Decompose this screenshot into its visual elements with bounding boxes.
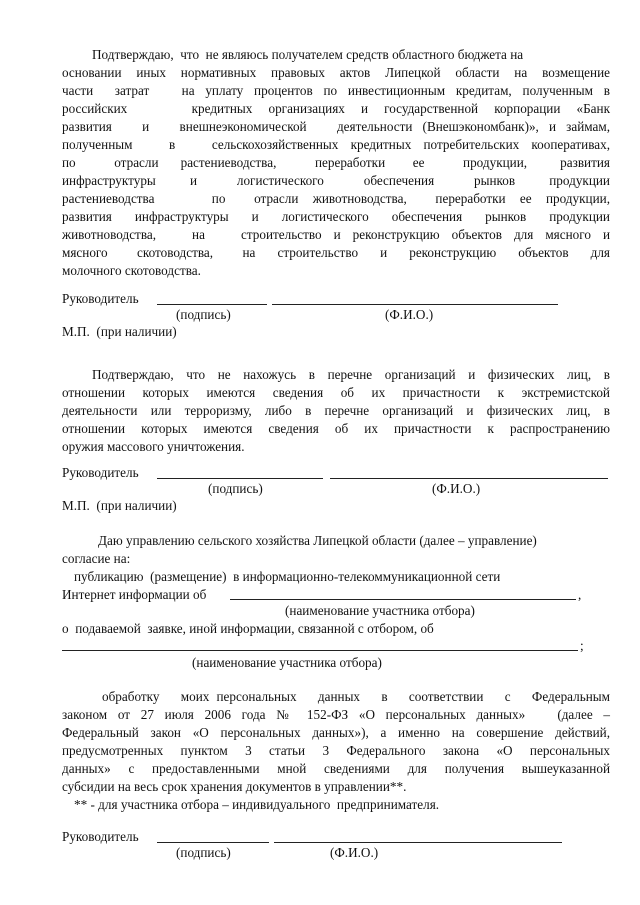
block1-line-1: Подтверждаю, что не являюсь получателем средств областного бюджета на [92, 47, 524, 62]
participant-name-caption: (наименование участника отбора) [285, 603, 475, 618]
block1-line-9: растениеводства по отрасли животноводства, переработки ее продукции, [62, 191, 610, 206]
consent-item-processing-line-6: субсидии на весь срок хранения документов в управлении**. [62, 779, 407, 794]
consent-item-publication: публикацию (размещение) в информационно-телекоммуникационной сети [74, 569, 501, 584]
participant-name-field-2[interactable] [62, 650, 578, 651]
block1-line-3: части затрат на уплату процентов по инвестиционным кредитам, полученным в [62, 83, 610, 98]
block1-line-10: развития инфраструктуры и логистического обеспечения рынков продукции [62, 209, 610, 224]
block1-line-11: животноводства, на строительство и реконструкцию объектов для мясного и [62, 227, 610, 242]
signature-label: Руководитель [62, 291, 139, 306]
semicolon-mark: ; [580, 638, 584, 653]
name-caption: (Ф.И.О.) [330, 845, 379, 860]
block2-line-4: отношении которых имеются сведения об их причастности к распространению [62, 421, 610, 436]
signature-field[interactable] [157, 478, 323, 479]
name-field[interactable] [272, 304, 558, 305]
consent-intro-line-2: согласие на: [62, 551, 131, 566]
consent-item-processing-line-5: данных» с предоставленными мной сведениями для получения вышеуказанной [62, 761, 610, 776]
block1-line-5: развития и внешнеэкономической деятельности (Внешэкономбанк)», и займам, [62, 119, 610, 134]
block1-line-2: основании иных нормативных правовых актов Липецкой области на возмещение [62, 65, 610, 80]
signature-label: Руководитель [62, 829, 139, 844]
consent-item-publication-cont: Интернет информации об [62, 587, 207, 602]
block2-line-3: деятельности или терроризму, либо в перечне организаций и физических лиц, в [62, 403, 610, 418]
comma-mark: , [578, 587, 582, 602]
name-caption: (Ф.И.О.) [385, 307, 434, 322]
signature-caption: (подпись) [176, 307, 231, 322]
name-field[interactable] [330, 478, 608, 479]
block1-line-4: российских кредитных организациях и государственной корпорации «Банк [62, 101, 610, 116]
name-field[interactable] [274, 842, 562, 843]
signature-label: Руководитель [62, 465, 139, 480]
signature-caption: (подпись) [176, 845, 231, 860]
block1-line-8: инфраструктуры и логистического обеспечения рынков продукции [62, 173, 610, 188]
block2-line-1: Подтверждаю, что не нахожусь в перечне организаций и физических лиц, в [92, 367, 610, 382]
consent-item-processing-line-3: Федеральный закон «О персональных данных»), а именно на совершение действий, [62, 725, 610, 740]
consent-item-processing-line-4: предусмотренных пунктом 3 статьи 3 Федерального закона «О персональных [62, 743, 610, 758]
stamp-note: М.П. (при наличии) [62, 498, 177, 513]
block1-line-7: по отрасли растениеводства, переработки ее продукции, развития [62, 155, 610, 170]
consent-intro-line-1: Даю управлению сельского хозяйства Липецкой области (далее – управление) [98, 533, 537, 548]
block1-line-13: молочного скотоводства. [62, 263, 201, 278]
block1-line-6: полученным в сельскохозяйственных кредитных потребительских кооперативах, [62, 137, 610, 152]
block2-line-5: оружия массового уничтожения. [62, 439, 245, 454]
signature-field[interactable] [157, 842, 269, 843]
consent-item-processing-line-1: обработку моих персональных данных в соответствии с Федеральным [102, 689, 610, 704]
participant-name-caption-2: (наименование участника отбора) [192, 655, 382, 670]
consent-item-processing-line-2: законом от 27 июля 2006 года № 152-ФЗ «О персональных данных» (далее – [62, 707, 610, 722]
name-caption: (Ф.И.О.) [432, 481, 481, 496]
consent-item-application: о подаваемой заявке, иной информации, связанной с отбором, об [62, 621, 434, 636]
signature-caption: (подпись) [208, 481, 263, 496]
signature-field[interactable] [157, 304, 267, 305]
block1-line-12: мясного скотоводства, на строительство и реконструкцию объектов для [62, 245, 610, 260]
stamp-note: М.П. (при наличии) [62, 324, 177, 339]
footnote: ** - для участника отбора – индивидуального предпринимателя. [74, 797, 440, 812]
participant-name-field[interactable] [230, 599, 576, 600]
block2-line-2: отношении которых имеются сведения об их причастности к экстремистской [62, 385, 610, 400]
